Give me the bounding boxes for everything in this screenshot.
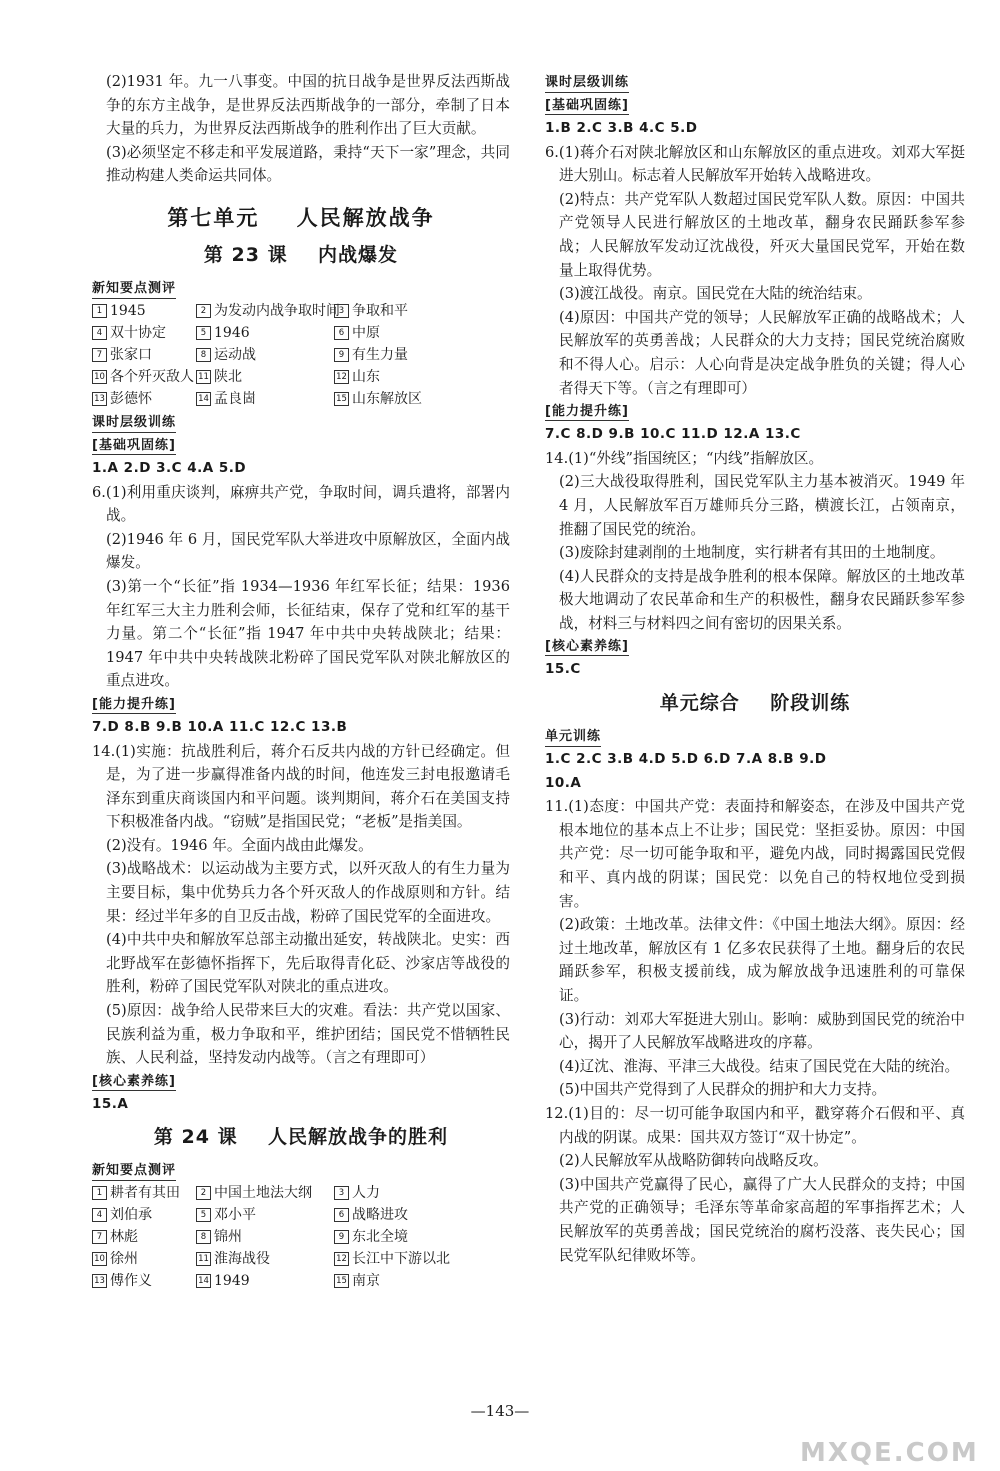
watermark-site: MXQE.COM xyxy=(800,1438,979,1468)
keyword-item xyxy=(334,1248,510,1270)
answers-unit-b: 10.A xyxy=(545,774,582,791)
keyword-number-box: 15 xyxy=(334,392,349,406)
keyword-text: 有生力量 xyxy=(352,346,408,363)
keyword-grid-lesson24 xyxy=(92,1182,510,1292)
keyword-text: 1946 xyxy=(214,324,250,341)
unit-title: 第七单元 人民解放战争 xyxy=(167,205,435,230)
keyword-item xyxy=(92,1204,196,1226)
keyword-item xyxy=(92,388,196,410)
keyword-number-box: 4 xyxy=(92,326,107,340)
u-q12-part2: (2)人民解放军从战略防御转向战略反攻。 xyxy=(559,1152,828,1170)
keyword-text: 南京 xyxy=(352,1273,380,1290)
keyword-item xyxy=(92,300,196,322)
keyword-number-box: 6 xyxy=(334,326,349,340)
keyword-item xyxy=(334,388,510,410)
keyword-text: 邓小平 xyxy=(214,1207,256,1224)
r-q14-part4: (4)人民群众的支持是战争胜利的根本保障。解放区的土地改革极大地调动了农民革命和生产的积极性，翻身农民踊跃参军参战，材料三与材料四之间有密切的因果关系。 xyxy=(559,567,965,632)
keyword-text: 争取和平 xyxy=(352,302,408,319)
keyword-number-box: 10 xyxy=(92,1252,107,1266)
keyword-item xyxy=(196,1248,334,1270)
keyword-item xyxy=(334,300,510,322)
keyword-text: 山东解放区 xyxy=(352,390,422,407)
keyword-item xyxy=(196,366,334,388)
q14-part2: (2)没有。1946 年。全面内战由此爆发。 xyxy=(106,836,373,854)
intro-para-2: (2)1931 年。九一八事变。中国的抗日战争是世界反法西斯战争的东方主战争，是世界反法西斯战争的一部分，牵制了日本大量的兵力，为世界反法西斯战争的胜利作出了巨大贡献。 xyxy=(106,73,510,138)
section-knowledge-check: 新知要点测评 xyxy=(92,279,176,299)
keyword-number-box: 7 xyxy=(92,1230,107,1244)
r-q14-part2: (2)三大战役取得胜利，国民党军队主力基本被消灭。1949 年 4 月，人民解放军百万雄师兵分三路，横渡长江，占领南京，推翻了国民党的统治。 xyxy=(559,473,965,538)
keyword-item xyxy=(334,322,510,344)
keyword-number-box: 6 xyxy=(334,1208,349,1222)
keyword-text: 傅作义 xyxy=(110,1273,152,1290)
keyword-item xyxy=(196,322,334,344)
keyword-number-box: 15 xyxy=(334,1274,349,1288)
keyword-text: 运动战 xyxy=(214,346,256,363)
keyword-item xyxy=(92,366,196,388)
keyword-number-box: 4 xyxy=(92,1208,107,1222)
keyword-text: 张家口 xyxy=(110,346,152,363)
keyword-text: 为发动内战争取时间 xyxy=(214,302,340,319)
keyword-number-box: 10 xyxy=(92,370,107,384)
subsection-basic-24: [基础巩固练] xyxy=(545,98,629,113)
keyword-number-box: 14 xyxy=(196,1274,211,1288)
keyword-number-box: 2 xyxy=(196,1186,211,1200)
r-q6-part3: (3)渡江战役。南京。国民党在大陆的统治结束。 xyxy=(559,285,872,303)
keyword-number-box: 2 xyxy=(196,304,211,318)
section-lesson-training-24: 课时层级训练 xyxy=(545,73,629,93)
r-q6-part2: (2)特点：共产党军队人数超过国民党军队人数。原因：中国共产党领导人民进行解放区的土地改革，翻身农民踊跃参军参战；人民解放军发动辽沈战役，歼灭大量国民党军，开始在数量上取得优势。 xyxy=(559,190,965,279)
keyword-number-box: 1 xyxy=(92,1186,107,1200)
intro-para-3: (3)必须坚定不移走和平发展道路，秉持“天下一家”理念，共同推动构建人类命运共同体。 xyxy=(106,143,510,185)
q6-part2: (2)1946 年 6 月，国民党军队大举进攻中原解放区，全面内战爆发。 xyxy=(106,530,510,572)
q6-part3: (3)第一个“长征”指 1934—1936 年红军长征；结果：1936 年红军三大主力胜利会师，长征结束，保存了党和红军的基干力量。第二个“长征”指 1947 年中共中央转战陕北；结果：1947 年中共中央转战陕北粉碎了国民党军队对陕北解放区的重点进攻。 xyxy=(106,577,510,690)
q14-part1: 14.(1)实施：抗战胜利后，蒋介石反共内战的方针已经确定。但是，为了进一步赢得准备内战的时间，他连发三封电报邀请毛泽东到重庆商谈国内和平问题。谈判期间，蒋介石在美国支持下积极准备内战。“窃贼”是指国民党；“老板”是指美国。 xyxy=(92,742,510,831)
answers-unit-a: 1.C 2.C 3.B 4.D 5.D 6.D 7.A 8.B 9.D xyxy=(545,751,827,768)
answers-core: 15.A xyxy=(92,1095,129,1112)
keyword-item xyxy=(92,1226,196,1248)
keyword-item xyxy=(334,1226,510,1248)
lesson-23-title: 第 23 课 内战爆发 xyxy=(203,243,399,266)
keyword-number-box: 11 xyxy=(196,1252,211,1266)
keyword-number-box: 12 xyxy=(334,370,349,384)
keyword-item xyxy=(196,388,334,410)
keyword-number-box: 9 xyxy=(334,1230,349,1244)
keyword-item xyxy=(196,1226,334,1248)
keyword-text: 1949 xyxy=(214,1273,250,1290)
keyword-text: 长江中下游以北 xyxy=(352,1251,450,1268)
keyword-number-box: 3 xyxy=(334,304,349,318)
section-knowledge-check-24: 新知要点测评 xyxy=(92,1161,176,1181)
u-q11-part3: (3)行动：刘邓大军挺进大别山。影响：威胁到国民党的统治中心，揭开了人民解放军战略进攻的序幕。 xyxy=(559,1010,965,1052)
keyword-item xyxy=(92,1182,196,1204)
keyword-item xyxy=(334,1182,510,1204)
u-q12-part1: 12.(1)目的：尽一切可能争取国内和平，戳穿蒋介石假和平、真内战的阴谋。成果：国共双方签订“双十协定”。 xyxy=(545,1104,965,1146)
u-q11-part5: (5)中国共产党得到了人民群众的拥护和大力支持。 xyxy=(559,1081,887,1099)
q14-part3: (3)战略战术：以运动战为主要方式，以歼灭敌人的有生力量为主要目标，集中优势兵力各个歼灭敌人的作战原则和方针。结果：经过半年多的自卫反击战，粉碎了国民党军的全面进攻。 xyxy=(106,860,510,925)
keyword-number-box: 8 xyxy=(196,1230,211,1244)
keyword-number-box: 8 xyxy=(196,348,211,362)
subsection-core: [核心素养练] xyxy=(92,1073,176,1089)
keyword-text: 各个歼灭敌人 xyxy=(110,368,194,385)
keyword-grid-lesson23 xyxy=(92,300,510,410)
keyword-item xyxy=(92,322,196,344)
answers-ability: 7.D 8.B 9.B 10.A 11.C 12.C 13.B xyxy=(92,718,348,735)
keyword-number-box: 5 xyxy=(196,326,211,340)
keyword-number-box: 11 xyxy=(196,370,211,384)
u-q12-part3: (3)中国共产党赢得了民心，赢得了广大人民群众的支持；中国共产党的正确领导；毛泽东等革命家高超的军事指挥艺术；人民解放军的英勇善战；国民党统治的腐朽没落、丧失民心；国民党军队纪律败坏等。 xyxy=(559,1175,965,1264)
answers-core-24: 15.C xyxy=(545,661,581,678)
keyword-item xyxy=(92,1270,196,1292)
keyword-item xyxy=(196,1204,334,1226)
left-column xyxy=(92,70,510,1292)
keyword-text: 淮海战役 xyxy=(214,1251,270,1268)
lesson-24-title: 第 24 课 人民解放战争的胜利 xyxy=(153,1126,449,1149)
page-number: —143— xyxy=(470,1402,530,1420)
keyword-text: 中国土地法大纲 xyxy=(214,1185,312,1202)
keyword-number-box: 9 xyxy=(334,348,349,362)
right-column xyxy=(545,70,965,1267)
keyword-item xyxy=(196,1182,334,1204)
keyword-text: 战略进攻 xyxy=(352,1207,408,1224)
keyword-text: 孟良崮 xyxy=(214,390,256,407)
keyword-text: 锦州 xyxy=(214,1229,242,1246)
unit-review-title: 单元综合 阶段训练 xyxy=(659,692,851,715)
keyword-number-box: 3 xyxy=(334,1186,349,1200)
subsection-basic: [基础巩固练] xyxy=(92,437,176,453)
keyword-text: 耕者有其田 xyxy=(110,1185,180,1202)
q14-part5: (5)原因：战争给人民带来巨大的灾难。看法：共产党以国家、民族利益为重，极力争取和平，维护团结；国民党不惜牺牲民族、人民利益，坚持发动内战等。（言之有理即可） xyxy=(106,1002,510,1067)
q14-part4: (4)中共中央和解放军总部主动撤出延安，转战陕北。史实：西北野战军在彭德怀指挥下，先后取得青化砭、沙家店等战役的胜利，粉碎了国民党军队对陕北的重点进攻。 xyxy=(106,931,510,996)
keyword-text: 山东 xyxy=(352,368,380,385)
section-lesson-training: 课时层级训练 xyxy=(92,413,176,433)
q6-part1: 6.(1)利用重庆谈判，麻痹共产党，争取时间，调兵遣将，部署内战。 xyxy=(92,483,510,525)
keyword-item xyxy=(196,1270,334,1292)
keyword-text: 中原 xyxy=(352,324,380,341)
answers-basic-24: 1.B 2.C 3.B 4.C 5.D xyxy=(545,120,698,136)
keyword-text: 人力 xyxy=(352,1185,380,1202)
keyword-text: 徐州 xyxy=(110,1251,138,1268)
keyword-text: 陕北 xyxy=(214,368,242,385)
keyword-text: 刘伯承 xyxy=(110,1207,152,1224)
r-q6-part4: (4)原因：中国共产党的领导；人民解放军正确的战略战术；人民解放军的英勇善战；人民群众的大力支持；国民党统治腐败和不得人心。启示：人心向背是决定战争胜负的关键；得人心者得天下等。（言之有理即可） xyxy=(559,308,965,397)
keyword-number-box: 14 xyxy=(196,392,211,406)
keyword-item xyxy=(334,344,510,366)
keyword-number-box: 7 xyxy=(92,348,107,362)
keyword-item xyxy=(196,344,334,366)
keyword-text: 双十协定 xyxy=(110,324,166,341)
keyword-item xyxy=(92,1248,196,1270)
answers-basic: 1.A 2.D 3.C 4.A 5.D xyxy=(92,459,247,476)
keyword-number-box: 1 xyxy=(92,304,107,318)
keyword-number-box: 5 xyxy=(196,1208,211,1222)
u-q11-part2: (2)政策：土地改革。法律文件：《中国土地法大纲》。原因：经过土地改革，解放区有 1 亿多农民获得了土地。翻身后的农民踊跃参军，积极支援前线，成为解放战争迅速胜利的可靠保证。 xyxy=(559,916,965,1004)
keyword-item xyxy=(334,1270,510,1292)
r-q14-part1: 14.(1)“外线”指国统区；“内线”指解放区。 xyxy=(545,449,824,467)
subsection-core-24: [核心素养练] xyxy=(545,639,629,655)
keyword-text: 东北全境 xyxy=(352,1229,408,1246)
subsection-ability: [能力提升练] xyxy=(92,696,176,712)
keyword-item xyxy=(334,1204,510,1226)
keyword-item xyxy=(334,366,510,388)
keyword-number-box: 13 xyxy=(92,1274,107,1288)
answers-ability-24: 7.C 8.D 9.B 10.C 11.D 12.A 13.C xyxy=(545,426,801,443)
keyword-text: 1945 xyxy=(110,302,146,319)
keyword-item xyxy=(92,344,196,366)
u-q11-part4: (4)辽沈、淮海、平津三大战役。结束了国民党在大陆的统治。 xyxy=(559,1057,960,1075)
keyword-number-box: 13 xyxy=(92,392,107,406)
r-q14-part3: (3)废除封建剥削的土地制度，实行耕者有其田的土地制度。 xyxy=(559,544,945,562)
keyword-item xyxy=(196,300,340,322)
u-q11-part1: 11.(1)态度：中国共产党：表面持和解姿态，在涉及中国共产党根本地位的基本点上不让步；国民党：坚拒妥协。原因：中国共产党：尽一切可能争取和平，避免内战，同时揭露国民党假和平、真内战的阴谋；国民党：以免自己的特权地位受到损害。 xyxy=(545,798,965,910)
keyword-number-box: 12 xyxy=(334,1252,349,1266)
section-unit-training: 单元训练 xyxy=(545,727,601,747)
keyword-text: 彭德怀 xyxy=(110,390,152,407)
r-q6-part1: 6.(1)蒋介石对陕北解放区和山东解放区的重点进攻。刘邓大军挺进大别山。标志着人民解放军开始转入战略进攻。 xyxy=(545,143,965,185)
subsection-ability-24: [能力提升练] xyxy=(545,404,629,420)
keyword-text: 林彪 xyxy=(110,1229,138,1246)
